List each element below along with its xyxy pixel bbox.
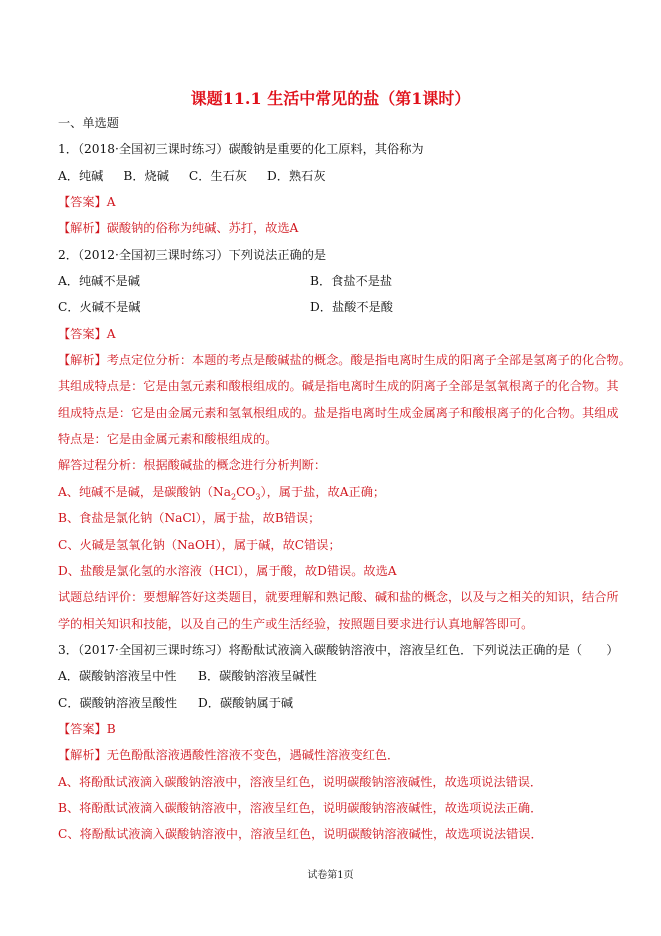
q3-analysis-line: A、将酚酞试液滴入碳酸钠溶液中，溶液呈红色，说明碳酸钠溶液碱性，故选项说法错误． (58, 774, 543, 789)
q3-options-row1 (58, 663, 618, 689)
q2-analysis-line: D、盐酸是氯化氢的水溶液（HCl），属于酸，故D错误。故选A (58, 563, 397, 578)
q3-stem: 3．（2017·全国初三课时练习）将酚酞试液滴入碳酸钠溶液中，溶液呈红色．下列说法正确的是（ ） (58, 642, 619, 657)
q2-analysis-line: 组成特点是：它是由金属元素和氢氧根组成的。盐是指电离时生成金属离子和酸根离子的化合物。其组成 (58, 405, 619, 420)
q1-option-c: C．生石灰 (188, 168, 247, 183)
q1-analysis: 【解析】碳酸钠的俗称为纯碱、苏打，故选A (58, 221, 299, 236)
q2-analysis-line: 【解析】考点定位分析：本题的考点是酸碱盐的概念。酸是指电离时生成的阳离子全部是氢离子的化合物。 (58, 353, 631, 368)
q2-analysis-line: 其组成特点是：它是由氢元素和酸根组成的。碱是指电离时生成的阴离子全部是氢氧根离子的化合物。其 (58, 379, 619, 394)
q3-option-c: C．碳酸钠溶液呈酸性 (58, 695, 178, 710)
document-body (58, 110, 631, 848)
subscript: 2 (230, 492, 237, 502)
q2-option-d: D．盐酸不是酸 (310, 300, 393, 315)
q2-options-row2 (58, 294, 618, 320)
q3-analysis-line: 【解析】无色酚酞溶液遇酸性溶液不变色，遇碱性溶液变红色． (58, 748, 400, 763)
text: A、纯碱不是碱，是碳酸钠（Na (58, 484, 231, 499)
section-heading: 一、单选题 (58, 116, 119, 130)
q2-answer: 【答案】A (58, 326, 116, 341)
page-footer: 试卷第1页 (307, 870, 354, 881)
q1-option-d: D．熟石灰 (266, 168, 326, 183)
q2-analysis-line: 特点是：它是由金属元素和酸根组成的。 (58, 432, 278, 447)
q3-option-a: A．碳酸钠溶液呈中性 (58, 669, 177, 684)
q3-analysis-line: B、将酚酞试液滴入碳酸钠溶液中，溶液呈红色，说明碳酸钠溶液碱性，故选项说法正确． (58, 800, 543, 815)
q1-option-a: A．纯碱 (58, 168, 104, 183)
q1-answer: 【答案】A (58, 195, 116, 210)
q2-options-row1 (58, 268, 618, 294)
page-title: 课题11.1 生活中常见的盐（第1课时） (190, 89, 471, 108)
q2-summary-line: 学的相关知识和技能，以及自己的生产或生活经验，按照题目要求进行认真地解答即可。 (58, 616, 534, 631)
q3-answer: 【答案】B (58, 721, 116, 736)
q2-option-c: C．火碱不是碱 (58, 300, 141, 315)
q3-options-row2 (58, 690, 618, 716)
q1-stem: 1．（2018·全国初三课时练习）碳酸钠是重要的化工原料，其俗称为 (58, 142, 424, 157)
q2-analysis-line: C、火碱是氢氧化钠（NaOH），属于碱，故C错误； (58, 537, 341, 552)
text: CO (236, 484, 256, 499)
q3-option-b: B．碳酸钠溶液呈碱性 (198, 669, 317, 684)
subscript: 3 (255, 492, 261, 502)
q2-analysis-line: 解答过程分析：根据酸碱盐的概念进行分析判断： (58, 458, 327, 473)
q1-options (58, 163, 618, 189)
q3-option-d: D．碳酸钠属于碱 (198, 695, 294, 710)
q2-analysis-line: B、食盐是氯化钠（NaCl），属于盐，故B错误； (58, 511, 321, 526)
q2-option-b: B．食盐不是盐 (310, 274, 393, 289)
text: ），属于盐，故A正确； (260, 484, 386, 499)
q2-summary-line: 试题总结评价：要想解答好这类题目，就要理解和熟记酸、碱和盐的概念，以及与之相关的知识，结合所 (58, 590, 619, 605)
q3-analysis-line: C、将酚酞试液滴入碳酸钠溶液中，溶液呈红色，说明碳酸钠溶液碱性，故选项说法错误． (58, 827, 543, 842)
q2-analysis-a (58, 479, 618, 505)
q2-stem: 2．（2012·全国初三课时练习）下列说法正确的是 (58, 247, 327, 262)
q2-option-a: A．纯碱不是碱 (58, 274, 140, 289)
q1-option-b: B．烧碱 (123, 168, 169, 183)
